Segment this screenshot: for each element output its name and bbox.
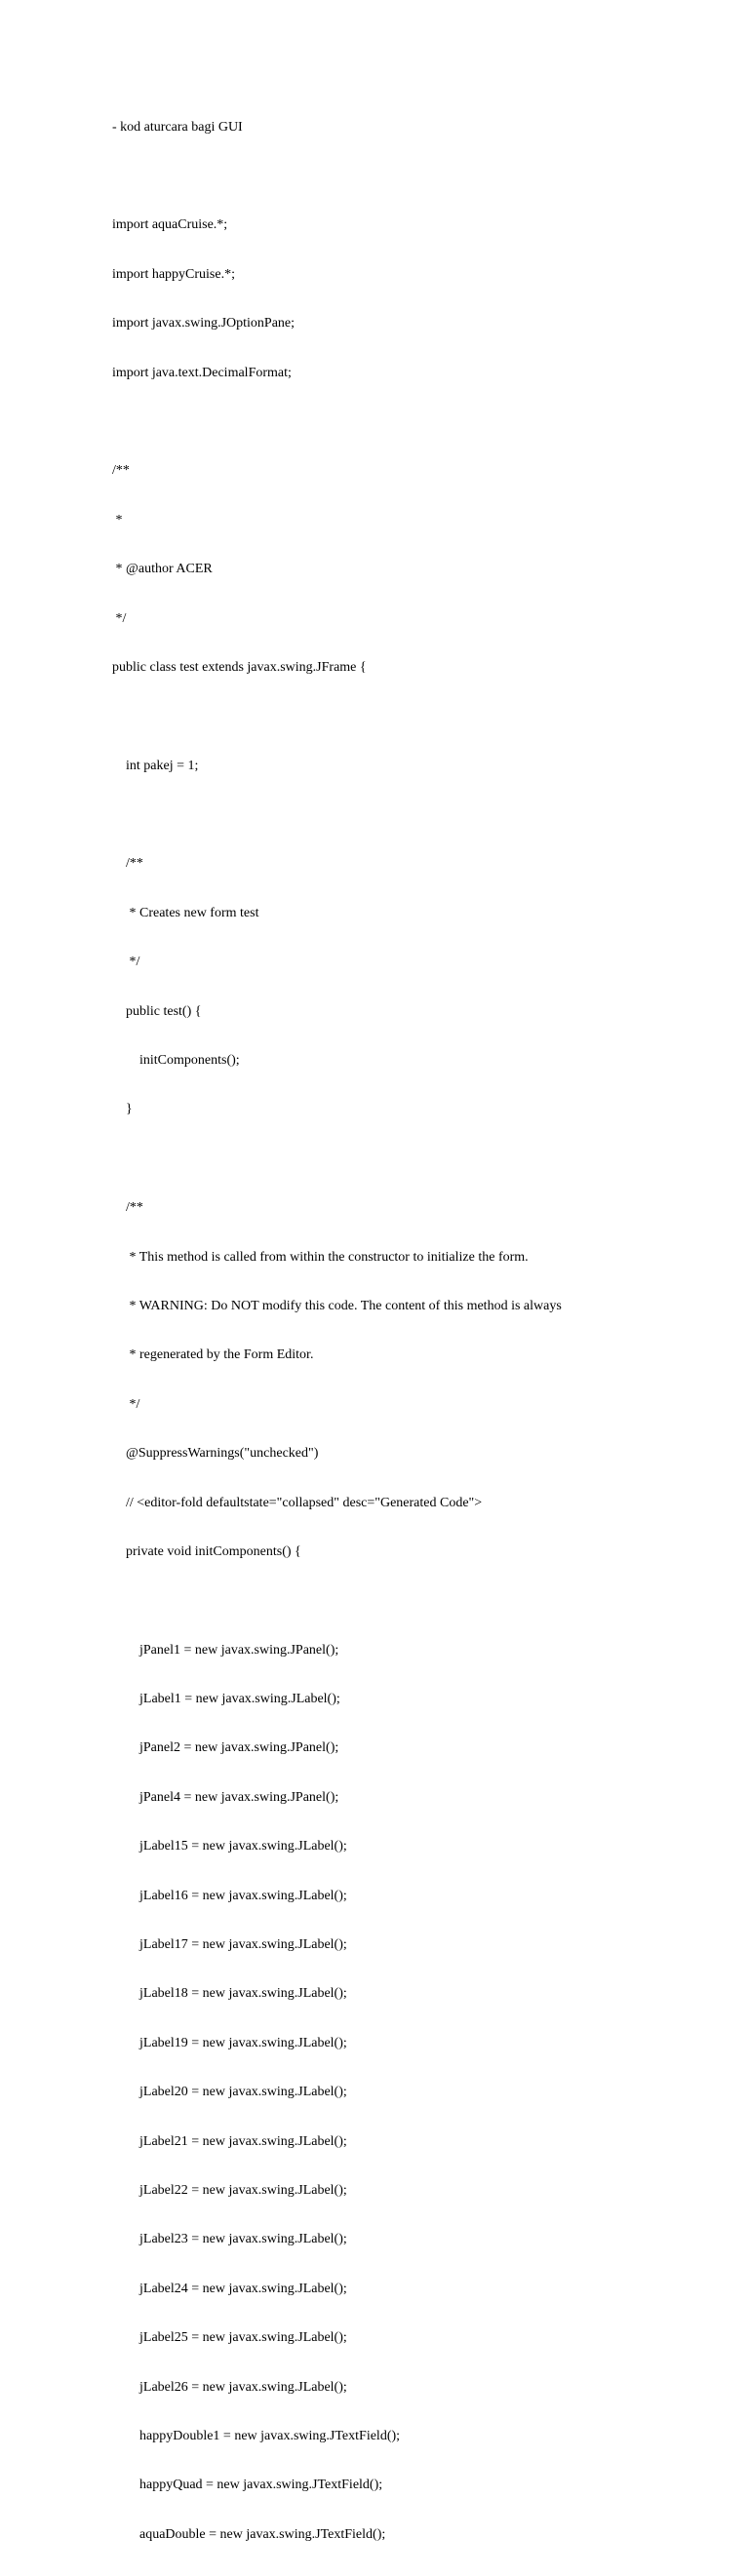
code-line — [112, 807, 736, 824]
code-line: jLabel24 = new javax.swing.JLabel(); — [112, 2281, 347, 2296]
code-line — [112, 1151, 736, 1168]
code-line: } — [112, 1102, 133, 1117]
code-line: /** — [112, 463, 130, 479]
code-line: jLabel25 = new javax.swing.JLabel(); — [112, 2330, 347, 2346]
code-line: */ — [112, 610, 127, 626]
code-line — [112, 1593, 736, 1610]
code-line: @SuppressWarnings("unchecked") — [112, 1446, 319, 1462]
code-line: aquaDouble = new javax.swing.JTextField(); — [112, 2526, 386, 2542]
code-line: jLabel16 = new javax.swing.JLabel(); — [112, 1888, 347, 1903]
code-line: import happyCruise.*; — [112, 266, 235, 282]
code-line: import java.text.DecimalFormat; — [112, 365, 292, 380]
code-line: jLabel17 = new javax.swing.JLabel(); — [112, 1937, 347, 1953]
code-line: - kod aturcara bagi GUI — [112, 119, 243, 135]
code-line: jLabel1 = new javax.swing.JLabel(); — [112, 1692, 340, 1707]
code-line: * WARNING: Do NOT modify this code. The content of this method is always — [112, 1298, 562, 1313]
code-line: * This method is called from within the constructor to initialize the form. — [112, 1249, 529, 1265]
code-line: initComponents(); — [112, 1053, 240, 1069]
code-line: happyDouble1 = new javax.swing.JTextField(); — [112, 2428, 401, 2443]
code-line: public class test extends javax.swing.JFrame { — [112, 659, 367, 675]
code-line: import aquaCruise.*; — [112, 217, 228, 233]
code-line: * Creates new form test — [112, 905, 259, 920]
code-line: jPanel1 = new javax.swing.JPanel(); — [112, 1642, 339, 1658]
code-line: jLabel22 = new javax.swing.JLabel(); — [112, 2183, 347, 2198]
code-line: private void initComponents() { — [112, 1543, 301, 1559]
code-listing — [112, 87, 736, 2576]
code-line — [112, 169, 736, 185]
code-line: happyQuad = new javax.swing.JTextField(); — [112, 2478, 383, 2493]
code-line: jLabel21 = new javax.swing.JLabel(); — [112, 2133, 347, 2149]
code-line: jLabel15 = new javax.swing.JLabel(); — [112, 1839, 347, 1854]
code-line: // <editor-fold defaultstate="collapsed" desc="Generated Code"> — [112, 1495, 483, 1510]
code-line: jLabel26 = new javax.swing.JLabel(); — [112, 2379, 347, 2395]
code-line: jPanel4 = new javax.swing.JPanel(); — [112, 1789, 339, 1805]
code-line: public test() { — [112, 1003, 202, 1019]
code-line: * regenerated by the Form Editor. — [112, 1347, 314, 1363]
code-line: int pakej = 1; — [112, 758, 199, 773]
code-line: jLabel20 = new javax.swing.JLabel(); — [112, 2085, 347, 2100]
code-line: jLabel23 = new javax.swing.JLabel(); — [112, 2232, 347, 2247]
code-line: import javax.swing.JOptionPane; — [112, 316, 296, 332]
code-line: */ — [112, 955, 140, 970]
code-line: * — [112, 512, 123, 527]
code-line: jLabel18 = new javax.swing.JLabel(); — [112, 1986, 347, 2002]
code-line: */ — [112, 1396, 140, 1412]
code-line — [112, 414, 736, 431]
code-line: jPanel2 = new javax.swing.JPanel(); — [112, 1740, 339, 1756]
code-line: /** — [112, 1200, 143, 1216]
code-line: jLabel19 = new javax.swing.JLabel(); — [112, 2035, 347, 2050]
code-line: /** — [112, 856, 143, 872]
code-line — [112, 709, 736, 725]
code-line: * @author ACER — [112, 562, 213, 577]
